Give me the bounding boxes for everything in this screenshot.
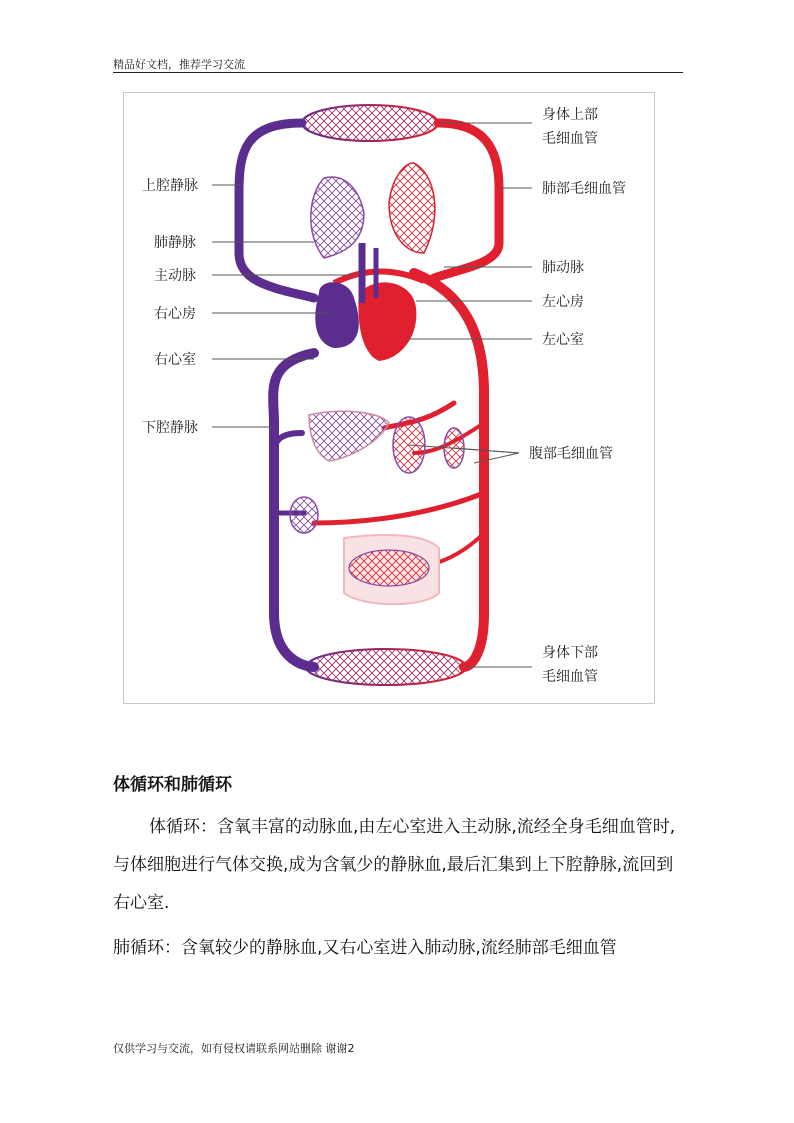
label-lower-body: 身体下部 [542,645,598,661]
label-abdominal-capillaries: 腹部毛细血管 [529,446,613,462]
label-aorta: 主动脉 [154,268,196,284]
label-lung-capillaries: 肺部毛细血管 [542,181,626,197]
header-divider [113,72,683,73]
heart [315,243,416,361]
label-inferior-vena-cava: 下腔静脉 [142,420,198,436]
circulation-diagram [123,92,655,704]
label-superior-vena-cava: 上腔静脉 [142,178,198,194]
page-footer: 仅供学习与交流，如有侵权请联系网站删除 谢谢2 [113,1042,355,1055]
lower-body-capillaries [306,649,466,685]
label-upper-body: 身体上部 [542,107,598,123]
label-right-ventricle: 右心室 [154,352,196,368]
label-left-atrium: 左心房 [542,294,584,310]
paragraph-pulmonary-circulation: 肺循环：含氧较少的静脉血,又右心室进入肺动脉,流经肺部毛细血管 [113,938,617,958]
circulation-illustration [124,93,656,705]
page-header: 精品好文档，推荐学习交流 [113,58,245,71]
label-upper-capillaries: 毛细血管 [542,131,598,147]
label-pulmonary-artery: 肺动脉 [542,260,584,276]
upper-body-capillaries [302,105,438,141]
label-right-atrium: 右心房 [154,306,196,322]
lung-capillaries [311,163,435,283]
label-lower-capillaries: 毛细血管 [542,669,598,685]
paragraph-systemic-circulation: 体循环：含氧丰富的动脉血,由左心室进入主动脉,流经全身毛细血管时,与体细胞进行气体交换,成为含氧少的静脉血,最后汇集到上下腔静脉,流回到右心室. [113,817,676,913]
venous-vessels [239,123,314,667]
section-heading: 体循环和肺循环 [113,775,232,795]
label-pulmonary-vein: 肺静脉 [154,235,196,251]
label-left-ventricle: 左心室 [542,332,584,348]
